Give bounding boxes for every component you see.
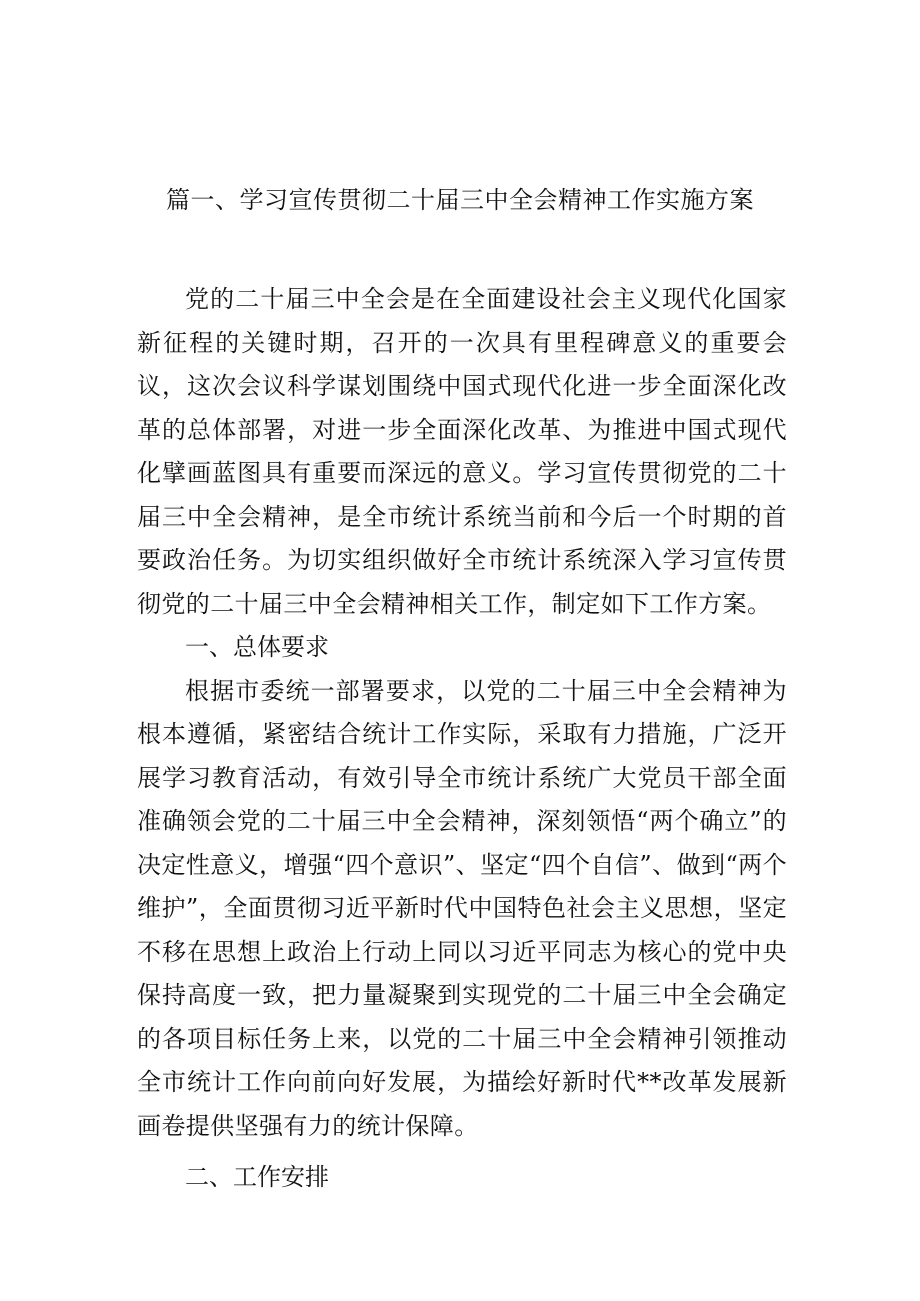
document-body [137,278,787,1200]
section-heading-work-arrangements: 二、工作安排 [185,1163,329,1191]
intro-paragraph: 党的二十届三中全会是在全面建设社会主义现代化国家新征程的关键时期，召开的一次具有里程碑意义的重要会议，这次会议科学谋划围绕中国式现代化进一步全面深化改革的总体部署，对进一步全面深化改革、为推进中国式现代化擘画蓝图具有重要而深远的意义。学习宣传贯彻党的二十届三中全会精神，是全市统计系统当前和今后一个时期的首要政治任务。为切实组织做好全市统计系统深入学习宣传贯彻党的二十届三中全会精神相关工作，制定如下工作方案。 [137,285,787,618]
document-title: 篇一、学习宣传贯彻二十届三中全会精神工作实施方案 [166,186,754,214]
section-heading-overall-requirements: 一、总体要求 [185,633,329,661]
overall-requirements-paragraph: 根据市委统一部署要求，以党的二十届三中全会精神为根本遵循，紧密结合统计工作实际，采取有力措施，广泛开展学习教育活动，有效引导全市统计系统广大党员干部全面准确领会党的二十届三中全会精神，深刻领悟“两个确立”的决定性意义，增强“四个意识”、坚定“四个自信”、做到“两个维护”，全面贯彻习近平新时代中国特色社会主义思想，坚定不移在思想上政治上行动上同以习近平同志为核心的党中央保持高度一致，把力量凝聚到实现党的二十届三中全会确定的各项目标任务上来，以党的二十届三中全会精神引领推动全市统计工作向前向好发展，为描绘好新时代**改革发展新画卷提供坚强有力的统计保障。 [137,676,787,1140]
